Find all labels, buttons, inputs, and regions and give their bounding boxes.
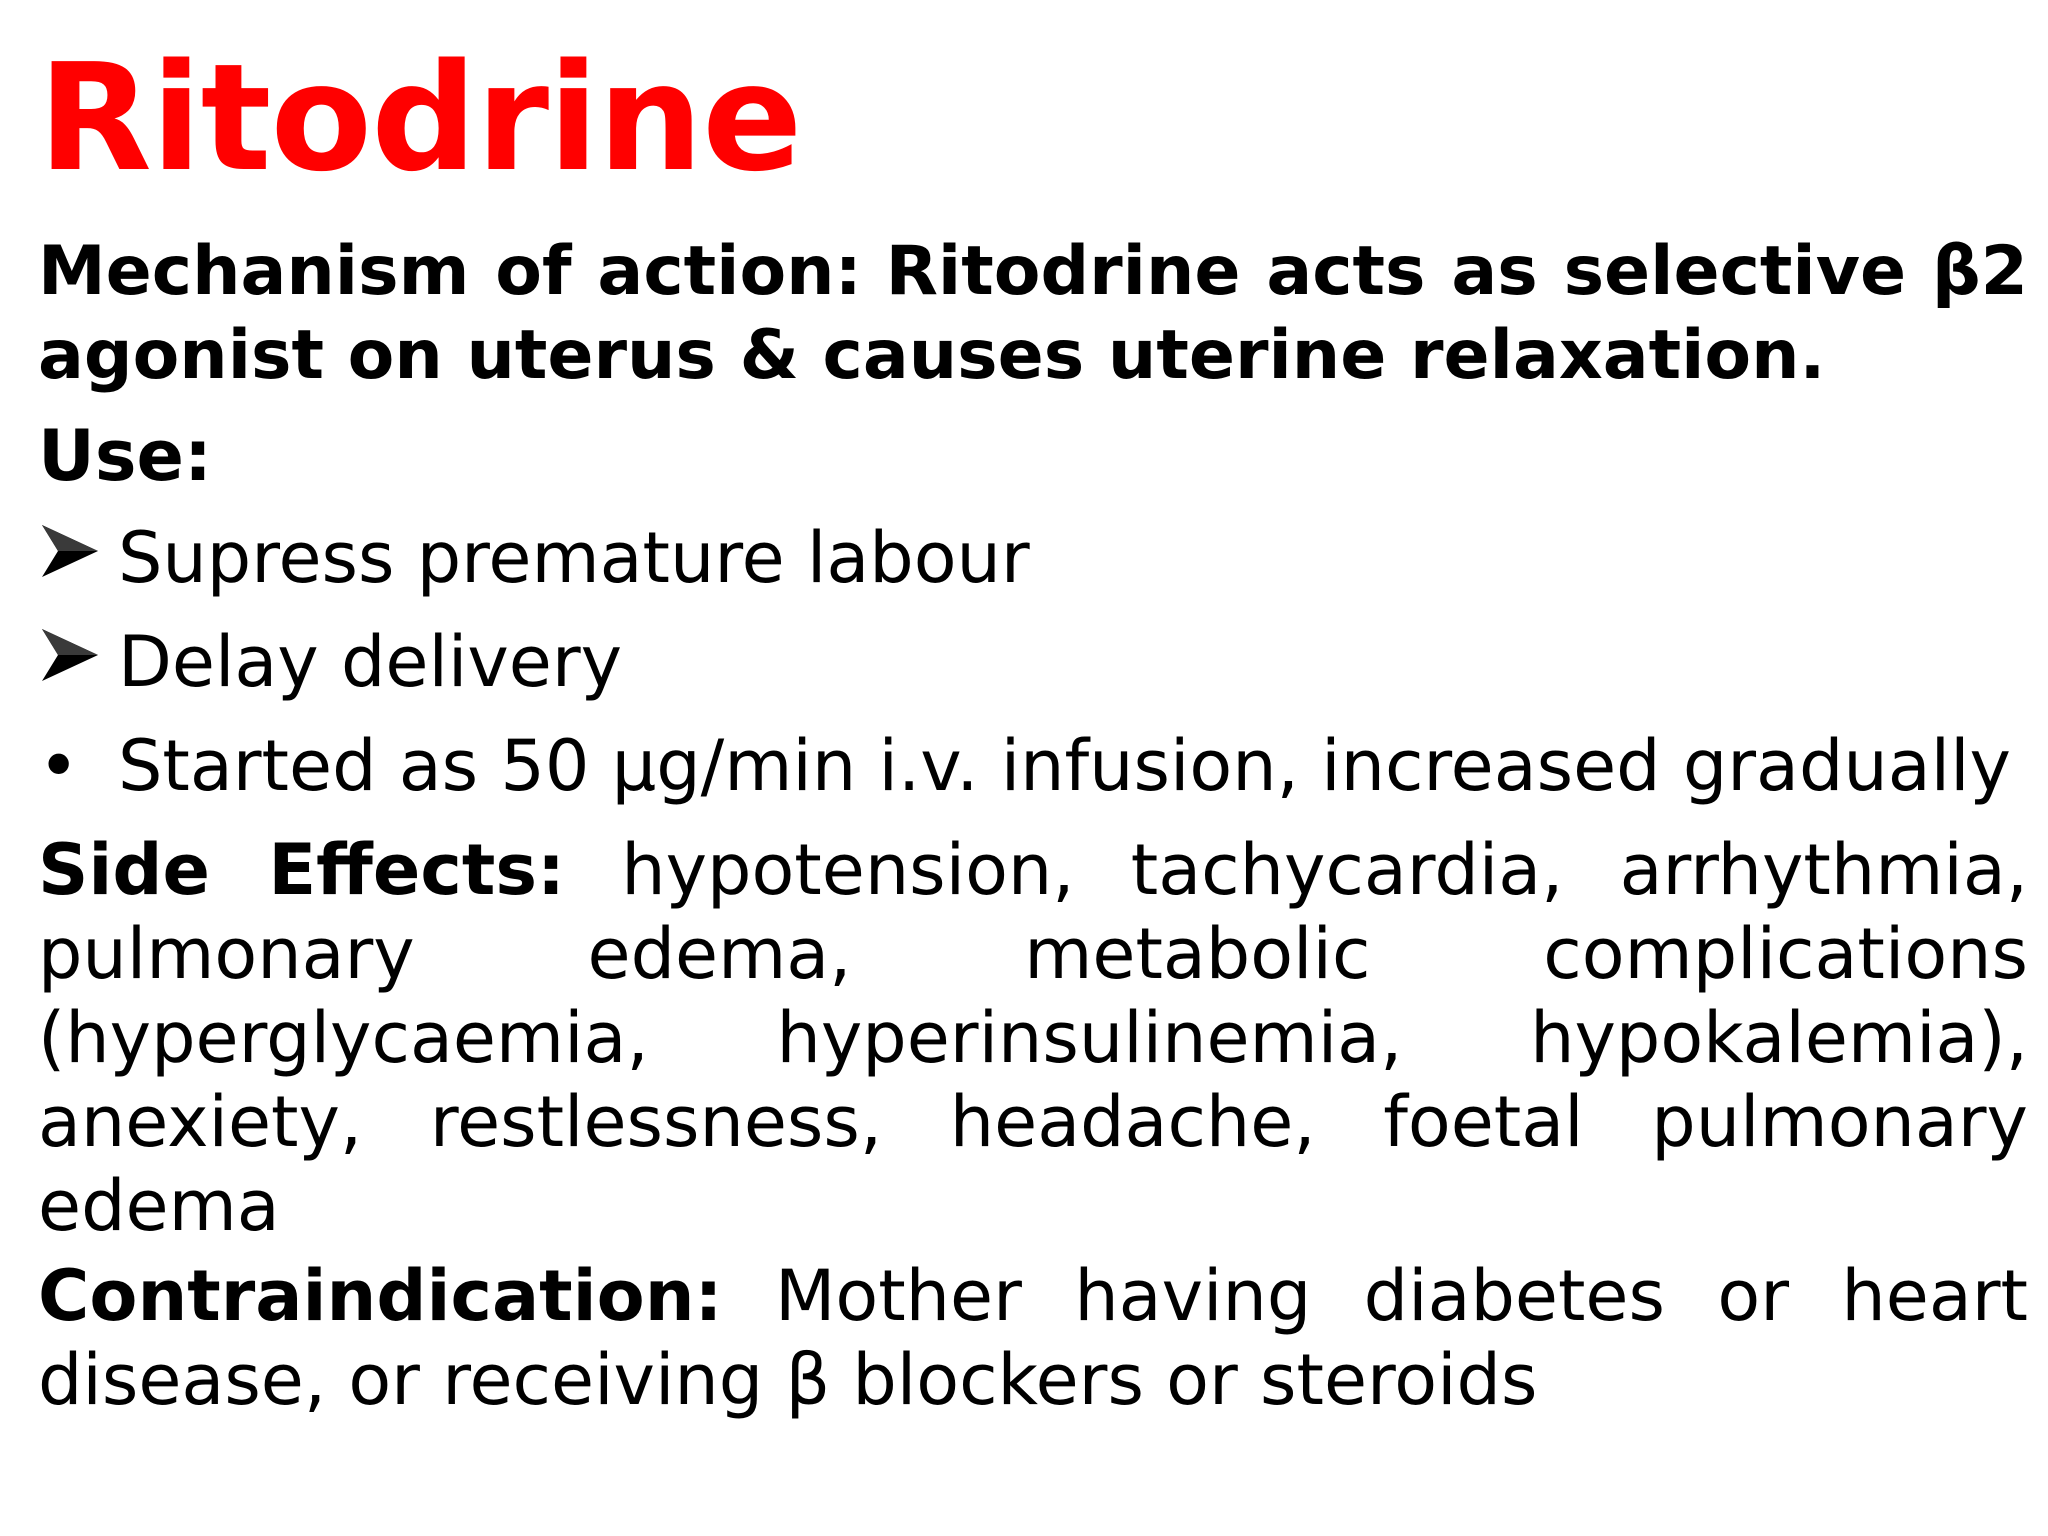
use-heading: Use: [38, 415, 212, 497]
mechanism-label: Mechanism of action: [38, 232, 862, 311]
mechanism-text: Ritodrine acts as selective β2 agonist on uterus & causes uterine relaxation. [38, 232, 2028, 395]
arrow-bullet-icon [38, 619, 118, 703]
side-effects-paragraph [38, 828, 2028, 1248]
arrow-bullet-icon [38, 515, 118, 599]
side-effects-text: hypotension, tachycardia, arrhythmia, pulmonary edema, metabolic complications (hyperglycaemia, hyperinsulinemia, hypokalemia), anexiety, restlessness, headache, foetal pulmonary edema [38, 829, 2028, 1247]
use-item [38, 620, 2028, 709]
dot-bullet-icon: • [38, 725, 80, 807]
use-item-text: Delay delivery [118, 621, 623, 703]
contraindication-label: Contraindication: [38, 1255, 723, 1337]
dosage-item [38, 724, 2028, 808]
side-effects-label: Side Effects: [38, 829, 565, 911]
dosage-text: Started as 50 µg/min i.v. infusion, increased gradually [118, 725, 2011, 807]
use-item [38, 516, 2028, 605]
use-item-text: Supress premature labour [118, 517, 1030, 599]
contraindication-text: Mother having diabetes or heart disease, or receiving β blockers or steroids [38, 1255, 2028, 1421]
contraindication-paragraph [38, 1254, 2028, 1422]
mechanism-paragraph [38, 230, 2028, 398]
slide-title: Ritodrine [38, 32, 802, 204]
